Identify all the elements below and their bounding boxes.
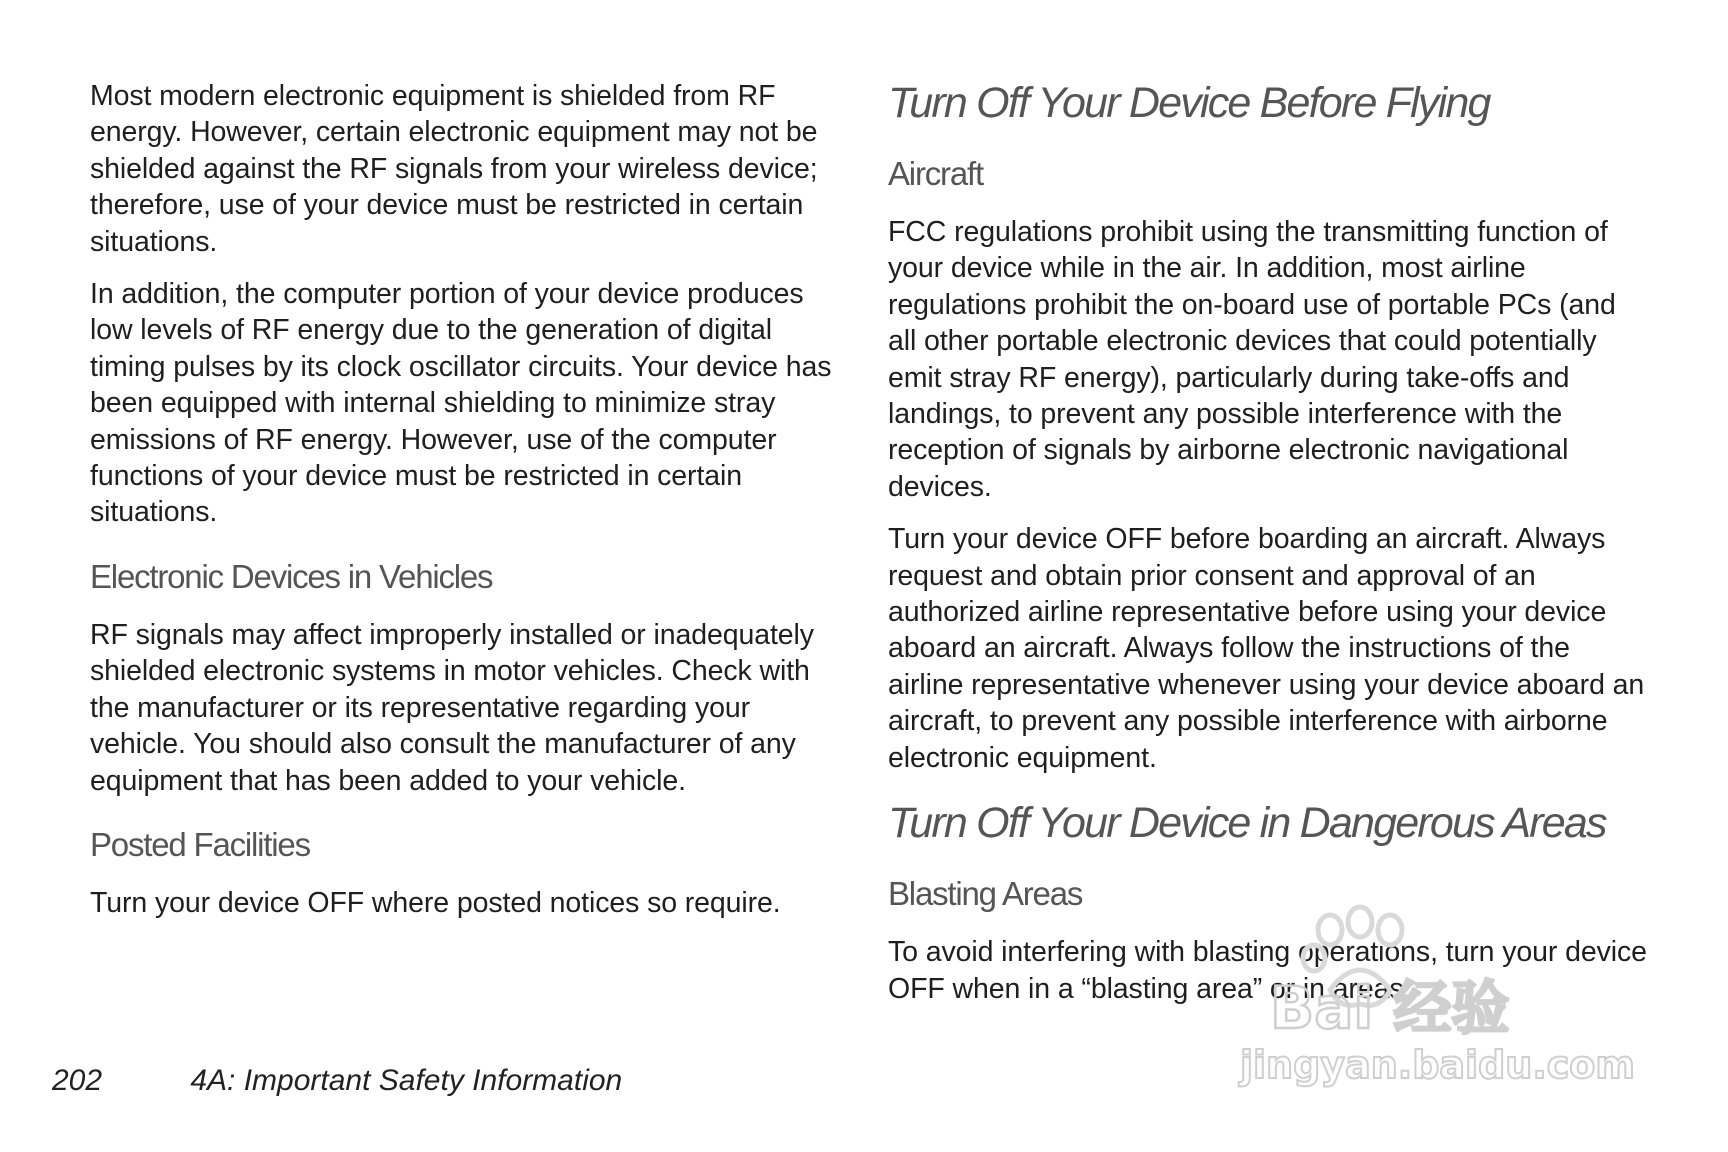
watermark-url-text: jingyan.baidu.com xyxy=(1240,1043,1635,1087)
watermark-logo-text: Bai 经验 xyxy=(1270,974,1510,1042)
aircraft-paragraph-1: FCC regulations prohibit using the transmitting function of your device while in the air. In addition, most airline regulations prohibit the on-board use of portable PCs (and all other portable electronic devices that could potentially emit stray RF energy), particularly during take-offs and landings, to prevent any possible interference with the reception of signals by airborne electronic navigational devices. xyxy=(888,216,1616,503)
right-column xyxy=(888,78,1648,1023)
flying-heading: Turn Off Your Device Before Flying xyxy=(888,79,1490,127)
blasting-areas-paragraph: To avoid interfering with blasting operations, turn your device OFF when in a “blasting area” or in areas xyxy=(888,936,1647,1005)
posted-facilities-heading: Posted Facilities xyxy=(90,825,310,863)
aircraft-subheading: Aircraft xyxy=(888,155,983,192)
aircraft-paragraph-2: Turn your device OFF before boarding an aircraft. Always request and obtain prior consent and approval of an authorized airline representative before using your device aboard an aircraft. Always follow the instructions of the airline representative whenever using your device aboard an aircraft, to prevent any possible interference with airborne electronic equipment. xyxy=(888,523,1645,774)
page-footer xyxy=(52,1064,622,1098)
vehicles-paragraph: RF signals may affect improperly installed or inadequately shielded electronic systems in motor vehicles. Check with the manufacturer or its representative regarding your vehicle. You should also consult the manufacturer of any equipment that has been added to your vehicle. xyxy=(90,618,814,797)
vehicles-heading: Electronic Devices in Vehicles xyxy=(90,557,493,595)
rf-shielding-paragraph: Most modern electronic equipment is shielded from RF energy. However, certain electronic equipment may not be shielded against the RF signals from your wireless device; therefore, use of your device must be restricted in certain situations. xyxy=(90,80,818,258)
dangerous-areas-heading: Turn Off Your Device in Dangerous Areas xyxy=(888,799,1606,848)
page-number: 202 xyxy=(52,1064,103,1097)
left-column xyxy=(90,78,850,937)
blasting-areas-subheading: Blasting Areas xyxy=(888,875,1083,913)
section-title: 4A: Important Safety Information xyxy=(190,1064,623,1097)
computer-portion-paragraph: In addition, the computer portion of your device produces low levels of RF energy due to the generation of digital timing pulses by its clock oscillator circuits. Your device has been equipped with internal shielding to minimize stray emissions of RF energy. However, use of the computer functions of your device must be restricted in certain situations. xyxy=(90,278,832,529)
posted-facilities-paragraph: Turn your device OFF where posted notices so require. xyxy=(90,886,781,919)
